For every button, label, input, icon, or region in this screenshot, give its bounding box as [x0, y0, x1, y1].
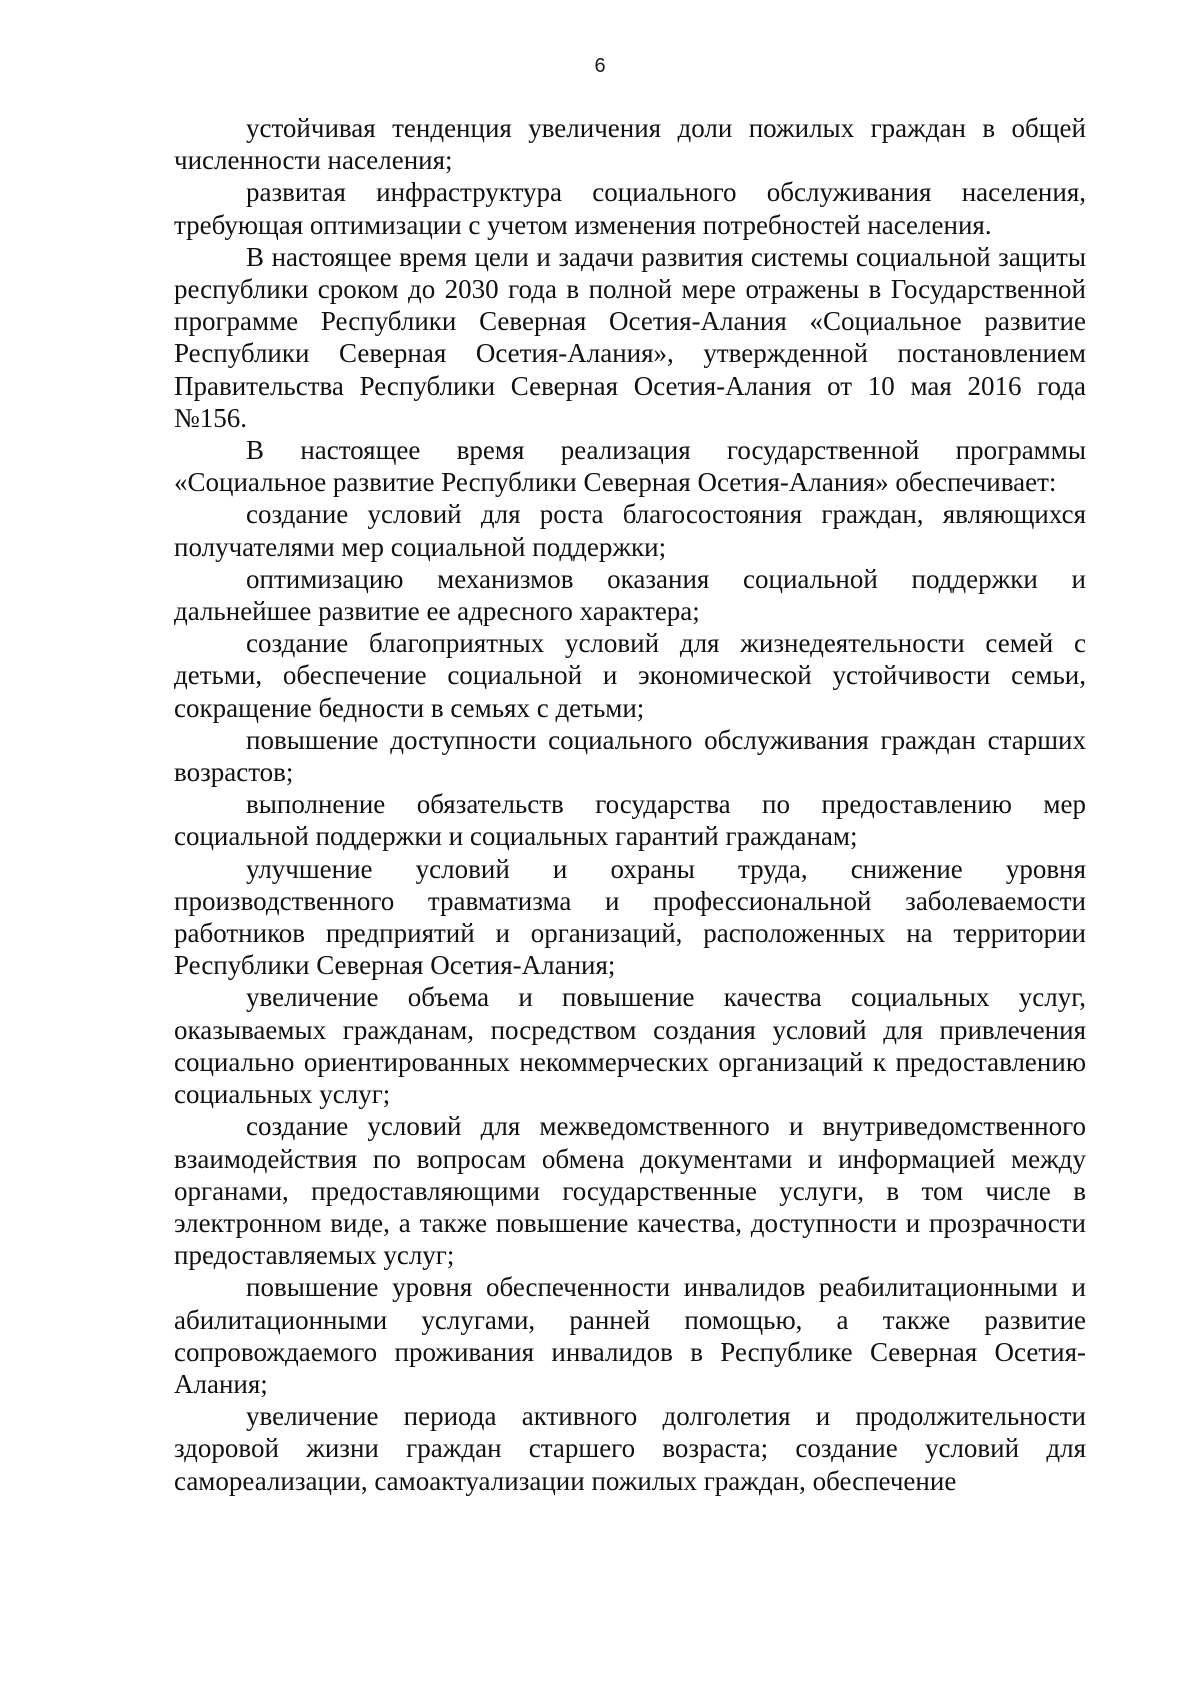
document-body — [174, 112, 1086, 1497]
paragraph: развитая инфраструктура социального обслуживания населения, требующая оптимизации с учетом изменения потребностей населения. — [174, 177, 1086, 240]
paragraph: увеличение объема и повышение качества социальных услуг, оказываемых гражданам, посредством создания условий для привлечения социально ориентированных некоммерческих организаций к предоставлению социальных услуг; — [174, 982, 1086, 1110]
paragraph: оптимизацию механизмов оказания социальной поддержки и дальнейшее развитие ее адресного характера; — [174, 563, 1086, 627]
paragraph: В настоящее время реализация государственной программы «Социальное развитие Республики Северная Осетия-Алания» обеспечивает: — [174, 435, 1086, 498]
paragraph: повышение доступности социального обслуживания граждан старших возрастов; — [174, 724, 1086, 788]
paragraph: увеличение периода активного долголетия и продолжительности здоровой жизни граждан старшего возраста; создание условий для самореализации, самоактуализации пожилых граждан, обеспечение — [174, 1401, 1086, 1496]
paragraph: создание условий для роста благосостояния граждан, являющихся получателями мер социальной поддержки; — [174, 499, 1086, 562]
paragraph: создание благоприятных условий для жизнедеятельности семей с детьми, обеспечение социальной и экономической устойчивости семьи, сокращение бедности в семьях с детьми; — [174, 628, 1086, 723]
paragraph: устойчивая тенденция увеличения доли пожилых граждан в общей численности населения; — [174, 113, 1086, 176]
page-number: 6 — [594, 55, 606, 77]
paragraph: выполнение обязательств государства по предоставлению мер социальной поддержки и социальных гарантий гражданам; — [174, 789, 1086, 852]
paragraph: улучшение условий и охраны труда, снижение уровня производственного травматизма и профессиональной заболеваемости работников предприятий и организаций, расположенных на территории Республики Северная Осетия-Алания; — [174, 853, 1086, 981]
paragraph: создание условий для межведомственного и внутриведомственного взаимодействия по вопросам обмена документами и информацией между органами, предоставляющими государственные услуги, в том числе в электронном виде, а также повышение качества, доступности и прозрачности предоставляемых услуг; — [174, 1111, 1086, 1271]
paragraph: повышение уровня обеспеченности инвалидов реабилитационными и абилитационными услугами, ранней помощью, а также развитие сопровождаемого проживания инвалидов в Республике Северная Осетия-Алания; — [174, 1272, 1086, 1399]
paragraph: В настоящее время цели и задачи развития системы социальной защиты республики сроком до 2030 года в полной мере отражены в Государственной программе Республики Северная Осетия-Алания «Социальное развитие Республики Северная Осетия-Алания», утвержденной постановлением Правительства Республики Северная Осетия-Алания от 10 мая 2016 года №156. — [174, 241, 1086, 433]
